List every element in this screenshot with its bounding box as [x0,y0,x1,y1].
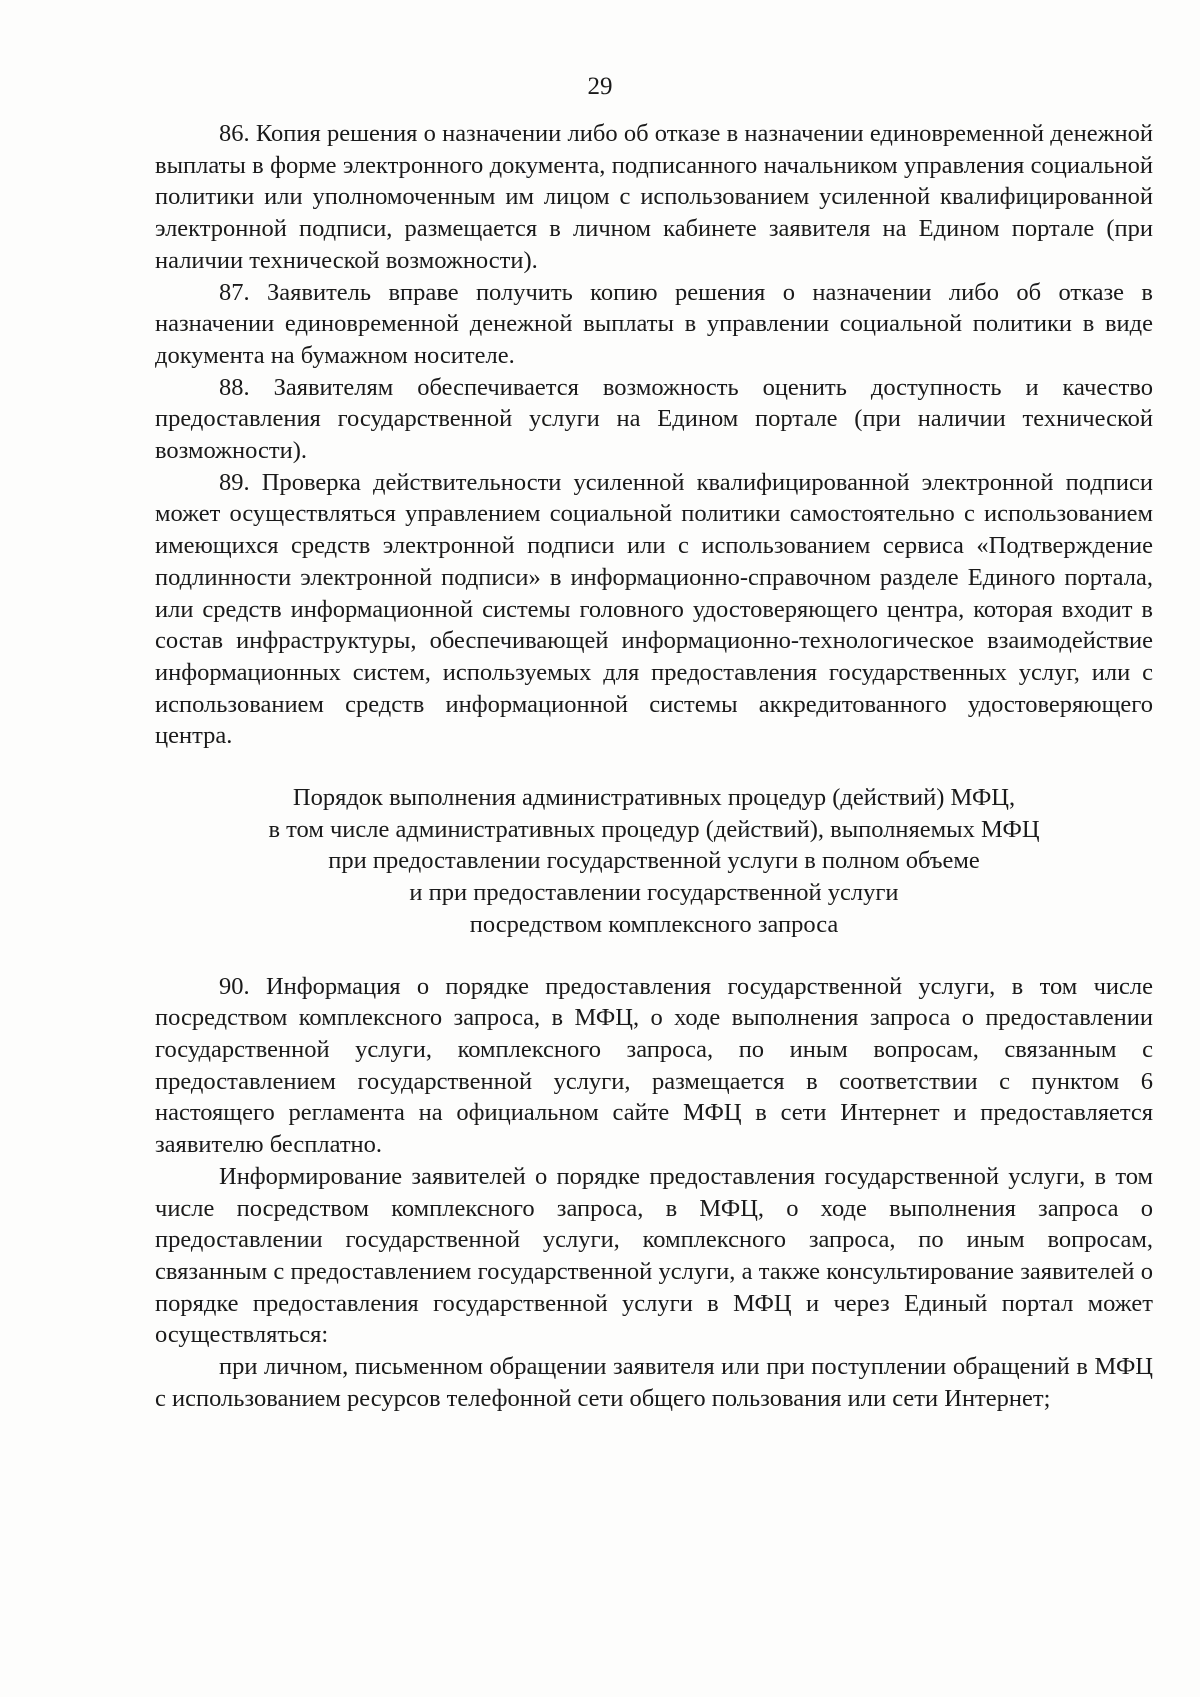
paragraph-89: 89. Проверка действительности усиленной квалифицированной электронной подписи может осуществляться управлением социальной политики самостоятельно с использованием имеющихся средств электронной подписи или с использованием сервиса «Подтверждение подлинности электронной подписи» в информационно-справочном разделе Единого портала, или средств информационной системы головного удостоверяющего центра, которая входит в состав инфраструктуры, обеспечивающей информационно-технологическое взаимодействие информационных систем, используемых для предоставления государственных услуг, или с использованием средств информационной системы аккредитованного удостоверяющего центра. [155,468,1153,750]
section-heading-line: и при предоставлении государственной услуги [409,879,899,907]
section-heading-line: Порядок выполнения административных процедур (действий) МФЦ, [292,784,1016,812]
paragraph-87: 87. Заявитель вправе получить копию решения о назначении либо об отказе в назначении единовременной денежной выплаты в управлении социальной политики в виде документа на бумажном носителе. [155,278,1153,369]
paragraph-informing: Информирование заявителей о порядке предоставления государственной услуги, в том числе посредством комплексного запроса, в МФЦ, о ходе выполнения запроса о предоставлении государственной услуги, комплексного запроса, по иным вопросам, связанным с предоставлением государственной услуги, а также консультирование заявителей о порядке предоставления государственной услуги в МФЦ и через Единый портал может осуществляться: [155,1162,1153,1349]
document-body [155,118,1153,1414]
paragraph-personal-appeal: при личном, письменном обращении заявителя или при поступлении обращений в МФЦ с использованием ресурсов телефонной сети общего пользования или сети Интернет; [155,1353,1153,1412]
page-number: 29 [587,73,613,100]
section-heading-line: посредством комплексного запроса [469,910,839,938]
section-heading-line: в том числе административных процедур (действий), выполняемых МФЦ [268,815,1040,843]
section-heading-line: при предоставлении государственной услуги в полном объеме [328,847,980,875]
paragraph-90: 90. Информация о порядке предоставления государственной услуги, в том числе посредством комплексного запроса, в МФЦ, о ходе выполнения запроса о предоставлении государственной услуги, комплексного запроса, по иным вопросам, связанным с предоставлением государственной услуги, размещается в соответствии с пунктом 6 настоящего регламента на официальном сайте МФЦ в сети Интернет и предоставляется заявителю бесплатно. [155,972,1153,1159]
paragraph-88: 88. Заявителям обеспечивается возможность оценить доступность и качество предоставления государственной услуги на Едином портале (при наличии технической возможности). [155,373,1153,465]
paragraph-86: 86. Копия решения о назначении либо об отказе в назначении единовременной денежной выплаты в форме электронного документа, подписанного начальником управления социальной политики или уполномоченным им лицом с использованием усиленной квалифицированной электронной подписи, размещается в личном кабинете заявителя на Едином портале (при наличии технической возможности). [155,120,1153,274]
section-heading [155,782,1153,941]
